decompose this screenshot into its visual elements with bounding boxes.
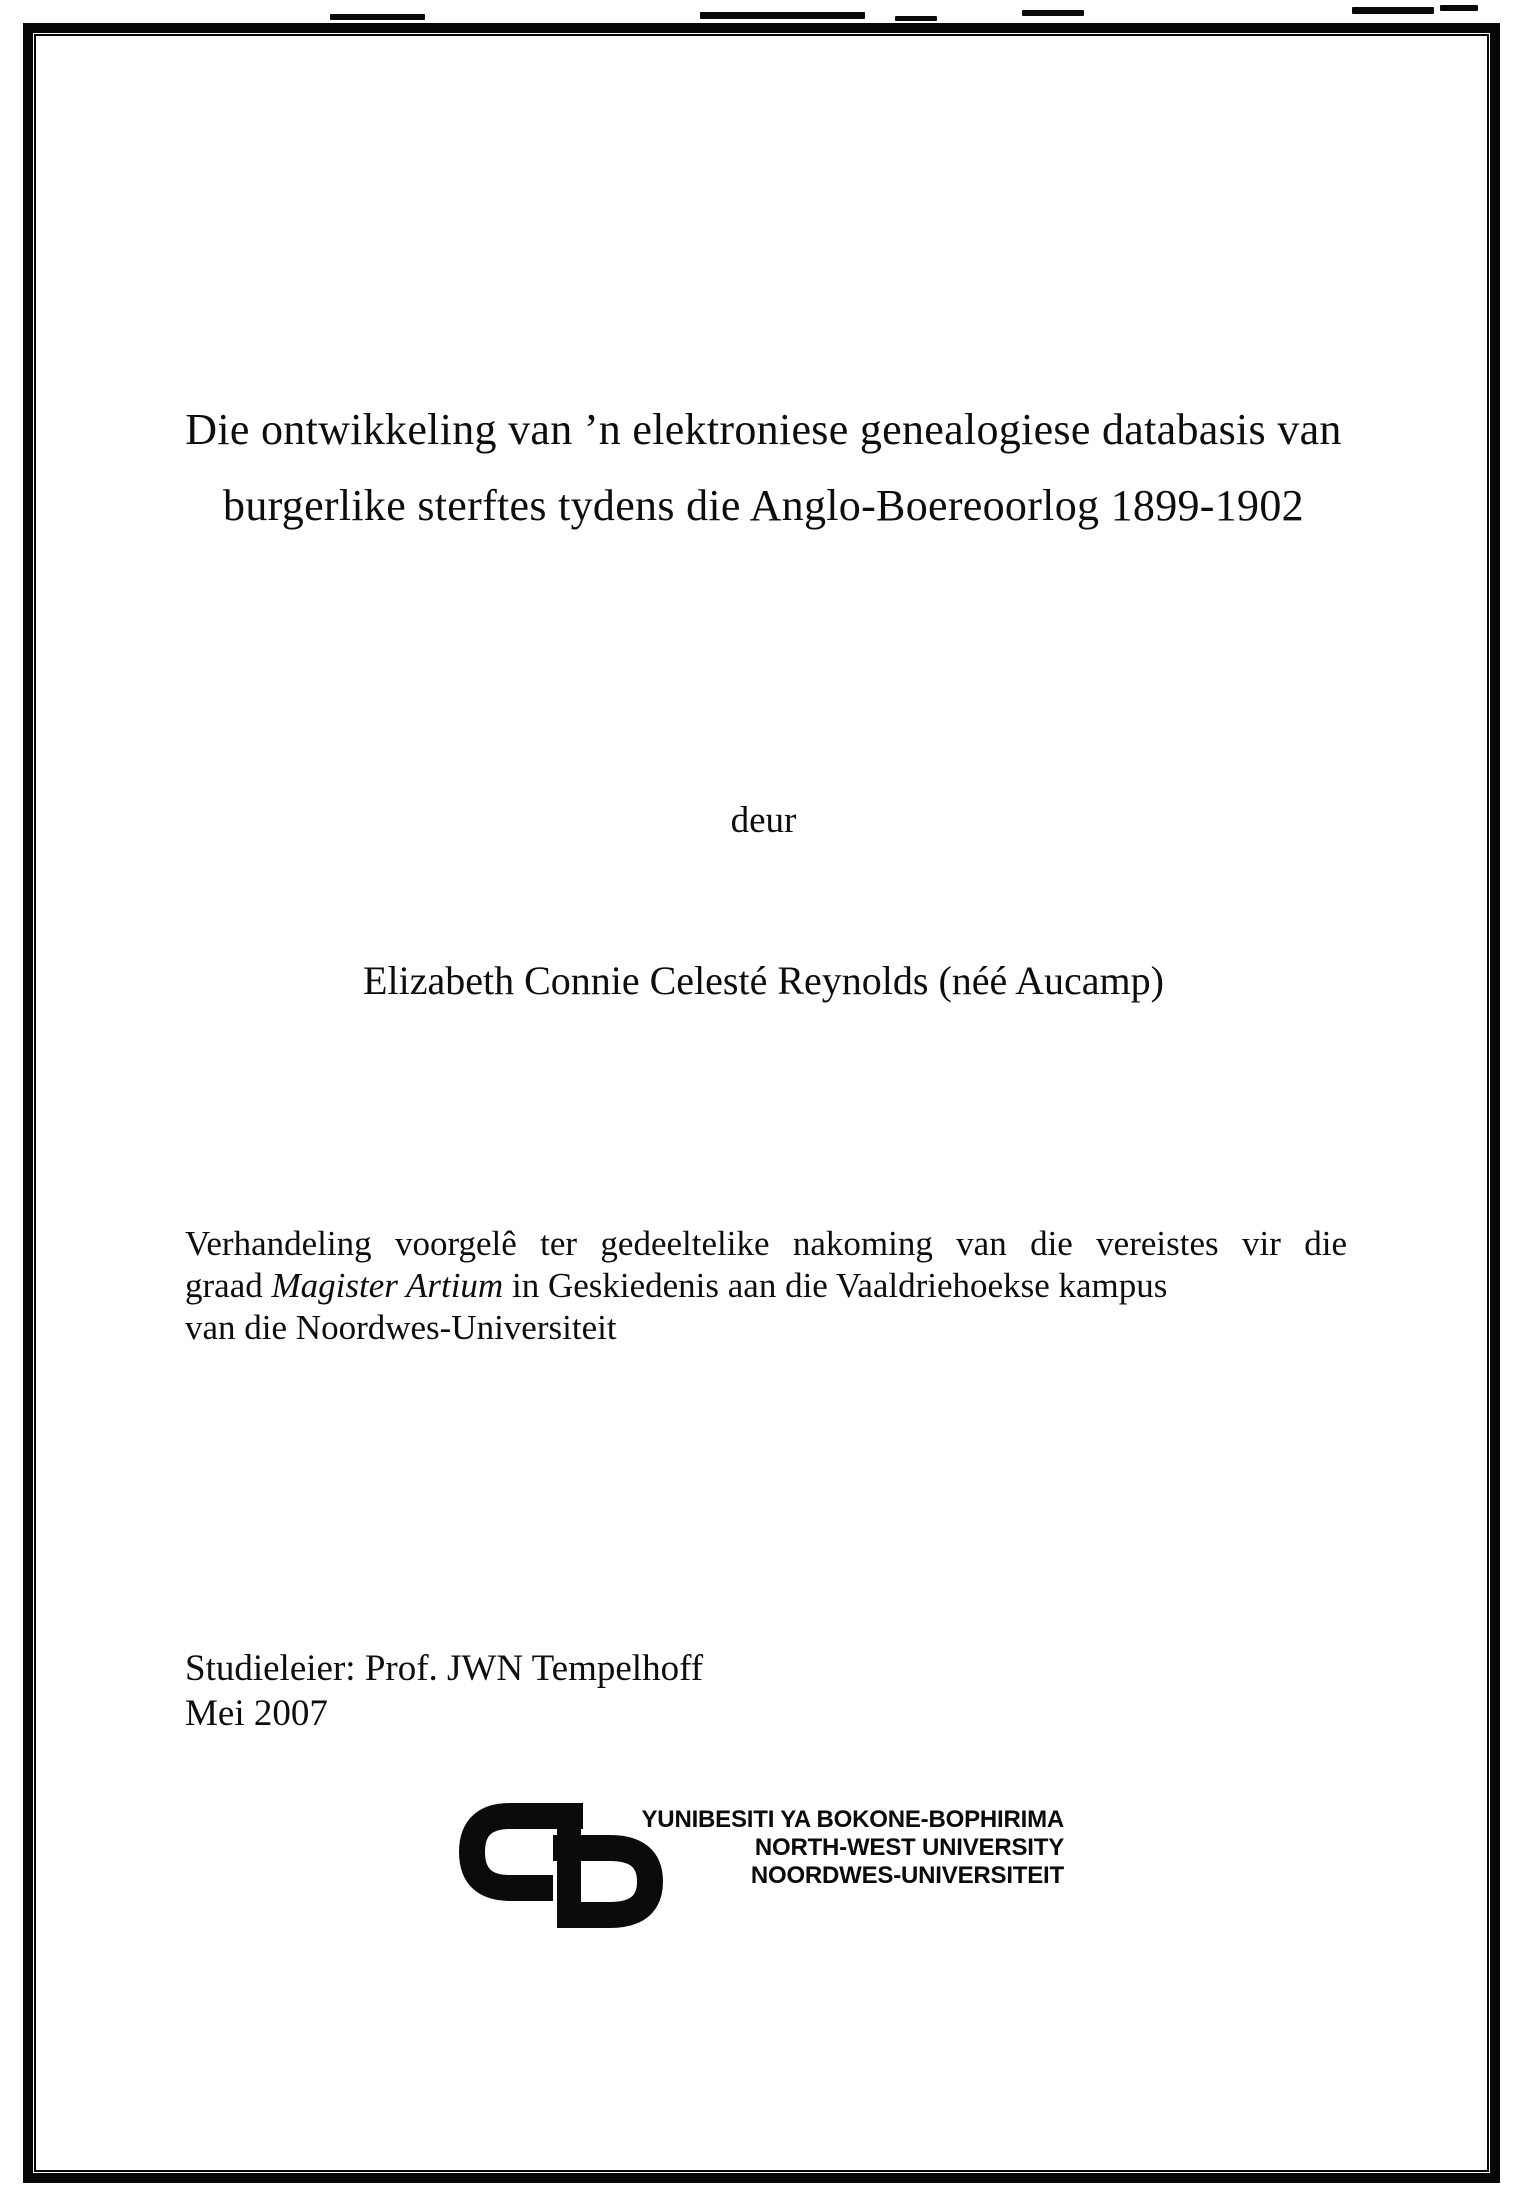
thesis-title	[60, 392, 1467, 544]
degree-statement-line-3: van die Noordwes-Universiteit	[185, 1308, 617, 1347]
scan-artifact	[895, 16, 937, 21]
scan-artifact	[330, 14, 425, 20]
degree-statement	[185, 1223, 1347, 1349]
supervisor-block	[185, 1646, 703, 1736]
scan-artifact	[700, 12, 865, 19]
scan-artifact	[1440, 5, 1478, 11]
scan-artifact	[1352, 7, 1434, 14]
degree-name-italic: Magister Artium	[271, 1266, 504, 1305]
byline-deur: deur	[730, 800, 797, 841]
university-name-english: NORTH-WEST UNIVERSITY	[754, 1834, 1064, 1861]
author-name: Elizabeth Connie Celesté Reynolds (néé Aucamp)	[363, 958, 1164, 1003]
date-line: Mei 2007	[185, 1693, 328, 1734]
degree-statement-line-1: Verhandeling voorgelê ter gedeeltelike nakoming van die vereistes vir die	[185, 1224, 1347, 1263]
university-name-setswana: YUNIBESITI YA BOKONE-BOPHIRIMA	[641, 1806, 1064, 1833]
scan-artifact	[1022, 10, 1084, 16]
thesis-title-line-2: burgerlike sterftes tydens die Anglo-Boereoorlog 1899-1902	[223, 481, 1304, 530]
thesis-title-line-1: Die ontwikkeling van ’n elektroniese genealogiese databasis van	[185, 405, 1342, 454]
supervisor-line: Studieleier: Prof. JWN Tempelhoff	[185, 1648, 704, 1689]
university-name-afrikaans: NOORDWES-UNIVERSITEIT	[750, 1862, 1064, 1889]
degree-statement-line-2-post: in Geskiedenis aan die Vaaldriehoekse kampus	[503, 1266, 1168, 1305]
degree-statement-line-2-pre: graad	[185, 1266, 272, 1305]
university-logo	[458, 1798, 1070, 1938]
university-logo-wordmark	[588, 1806, 1064, 1890]
degree-statement-line-2	[185, 1265, 1347, 1307]
